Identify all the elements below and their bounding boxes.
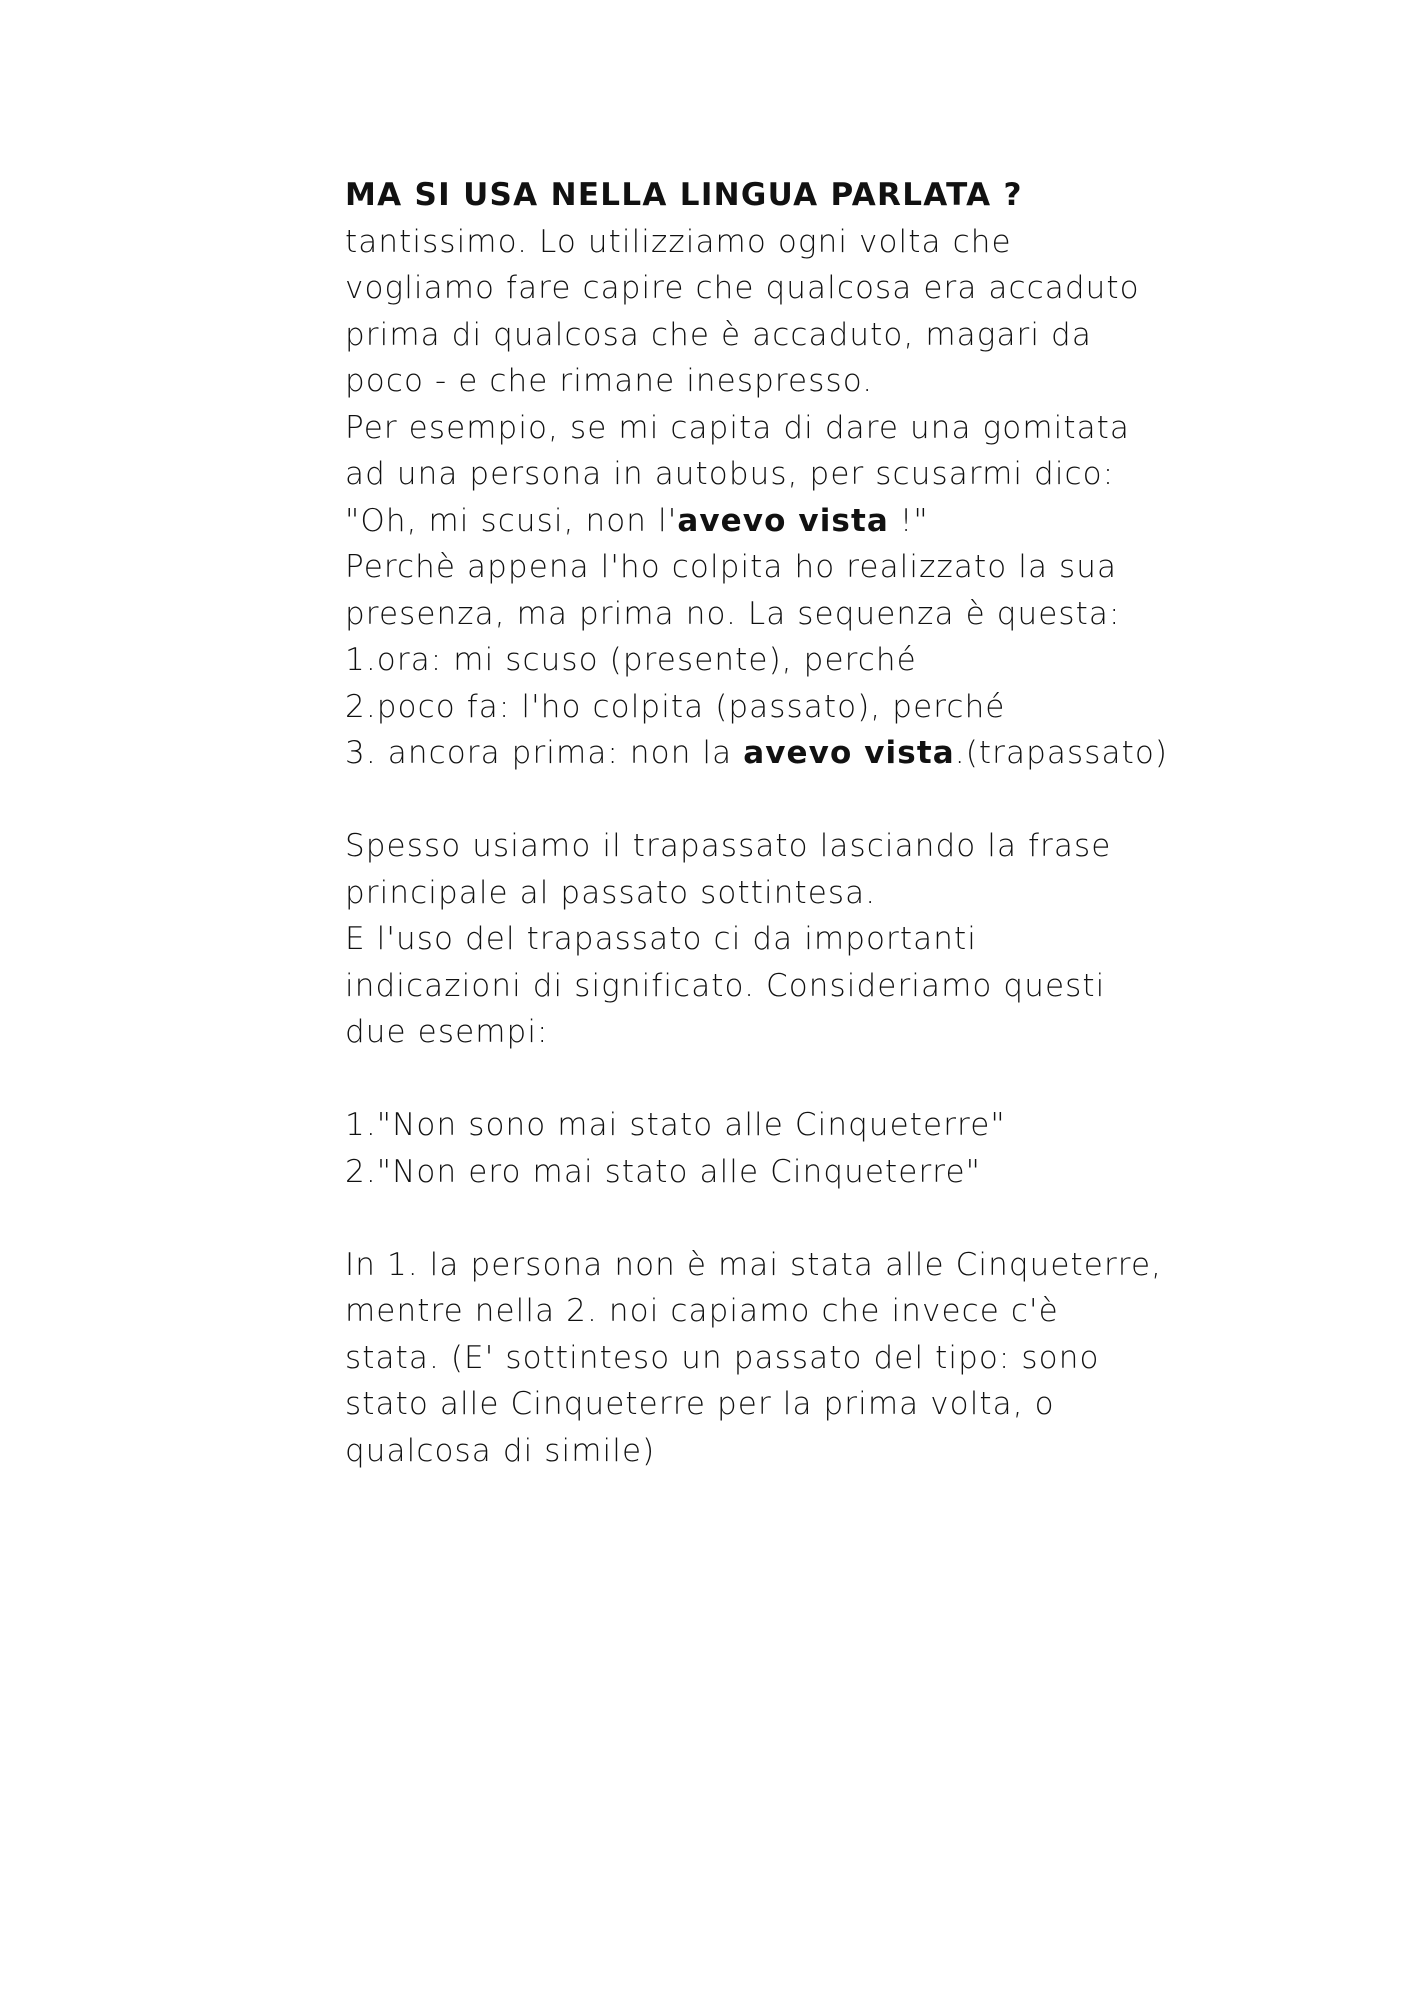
text-line: mentre nella 2. noi capiamo che invece c'è: [345, 1293, 1059, 1329]
section-heading: MA SI USA NELLA LINGUA PARLATA ?: [345, 177, 1023, 213]
text-line: principale al passato sottintesa.: [345, 874, 877, 911]
sequence-text-end: .(trapassato): [954, 735, 1169, 771]
text-line: Per esempio, se mi capita di dare una gomitata: [345, 409, 1131, 446]
text-line: E l'uso del trapassato ci da importanti: [345, 921, 977, 957]
text-line: indicazioni di significato. Consideriamo questi: [345, 967, 1106, 1004]
blank-line: [345, 1195, 1225, 1242]
text-line: due esempi:: [345, 1014, 549, 1050]
blank-line: [345, 777, 1225, 824]
blank-line: [345, 1056, 1225, 1103]
sequence-item: [345, 730, 1225, 777]
text-line: In 1. la persona non è mai stata alle Cinqueterre,: [345, 1246, 1163, 1283]
text-line: qualcosa di simile): [345, 1432, 656, 1469]
text-line: Perchè appena l'ho colpita ho realizzato la sua: [345, 549, 1118, 585]
document-body: [345, 172, 1225, 1474]
example-item: 1."Non sono mai stato alle Cinqueterre": [345, 1107, 1006, 1143]
sequence-text: 3. ancora prima: non la: [345, 735, 744, 771]
text-line: stata. (E' sottinteso un passato del tipo: sono: [345, 1339, 1100, 1376]
text-line: vogliamo fare capire che qualcosa era accaduto: [345, 270, 1140, 306]
quote-line: [345, 498, 1225, 545]
text-line: tantissimo. Lo utilizziamo ogni volta che: [345, 223, 1012, 260]
text-line: prima di qualcosa che è accaduto, magari da: [345, 316, 1092, 353]
quote-text: "Oh, mi scusi, non l': [345, 502, 678, 539]
text-line: ad una persona in autobus, per scusarmi dico:: [345, 456, 1115, 492]
quote-text-end: !": [888, 502, 929, 539]
text-line: poco - e che rimane inespresso.: [345, 363, 874, 399]
sequence-bold-text: avevo vista: [743, 735, 955, 771]
sequence-item: 1.ora: mi scuso (presente), perché: [345, 642, 917, 678]
sequence-item: 2.poco fa: l'ho colpita (passato), perché: [345, 688, 1006, 725]
text-line: stato alle Cinqueterre per la prima volta, o: [345, 1386, 1055, 1422]
example-item: 2."Non ero mai stato alle Cinqueterre": [345, 1153, 982, 1190]
text-line: presenza, ma prima no. La sequenza è questa:: [345, 595, 1121, 632]
quote-bold-text: avevo vista: [677, 502, 889, 539]
text-line: Spesso usiamo il trapassato lasciando la frase: [345, 828, 1112, 864]
